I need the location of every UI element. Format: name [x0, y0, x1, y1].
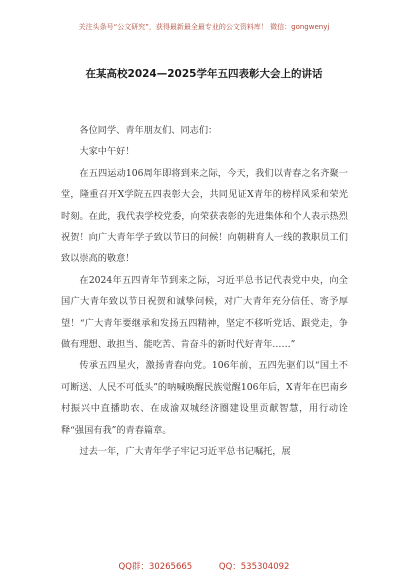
salutation: 各位同学、青年朋友们、同志们：	[79, 125, 218, 136]
document-body	[61, 120, 348, 463]
paragraph: 在2024年五四青年节到来之际，习近平总书记代表党中央，向全国广大青年致以节日祝贺和诚挚问候，对广大青年充分信任、寄予厚望！“广大青年要继承和发扬五四精神，坚定不移听党话、跟党走，争做有理想、敢担当、能吃苦、肯奋斗的新时代好青年……”	[61, 274, 348, 351]
paragraph: 传承五四星火，激扬青春向党。106年前，五四先驱们以“国土不可断送、人民不可低头”的呐喊唤醒民族觉醒106年后，X青年在巴南乡村振兴中直播助农、在成渝双城经济圈建设里贡献智慧，用行动诠释“强国有我”的青春篇章。	[61, 360, 348, 436]
qq-group-number: QQ群：30265665	[118, 562, 193, 572]
paragraph: 过去一年，广大青年学子牢记习近平总书记嘱托，展	[79, 446, 291, 458]
greeting: 大家中午好！	[79, 146, 135, 158]
qq-number: QQ：535304092	[218, 562, 290, 572]
paragraph: 在五四运动106周年即将到来之际，今天，我们以青春之名齐聚一堂，隆重召开X学院五四表彰大会，共同见证X青年的榜样风采和荣光时刻。在此，我代表学校党委，向荣获表彰的先进集体和个人表示热烈祝贺！向广大青年学子致以节日的问候！向朝耕育人一线的教职员工们致以崇高的敬意！	[61, 167, 348, 265]
header-notice: 关注头条号“公文研究”，获得最新最全最专业的公文资料库！ 微信：gongwenyj	[78, 23, 330, 31]
document-title: 在某高校2024—2025学年五四表彰大会上的讲话	[85, 68, 323, 80]
footer-contact	[0, 560, 408, 572]
